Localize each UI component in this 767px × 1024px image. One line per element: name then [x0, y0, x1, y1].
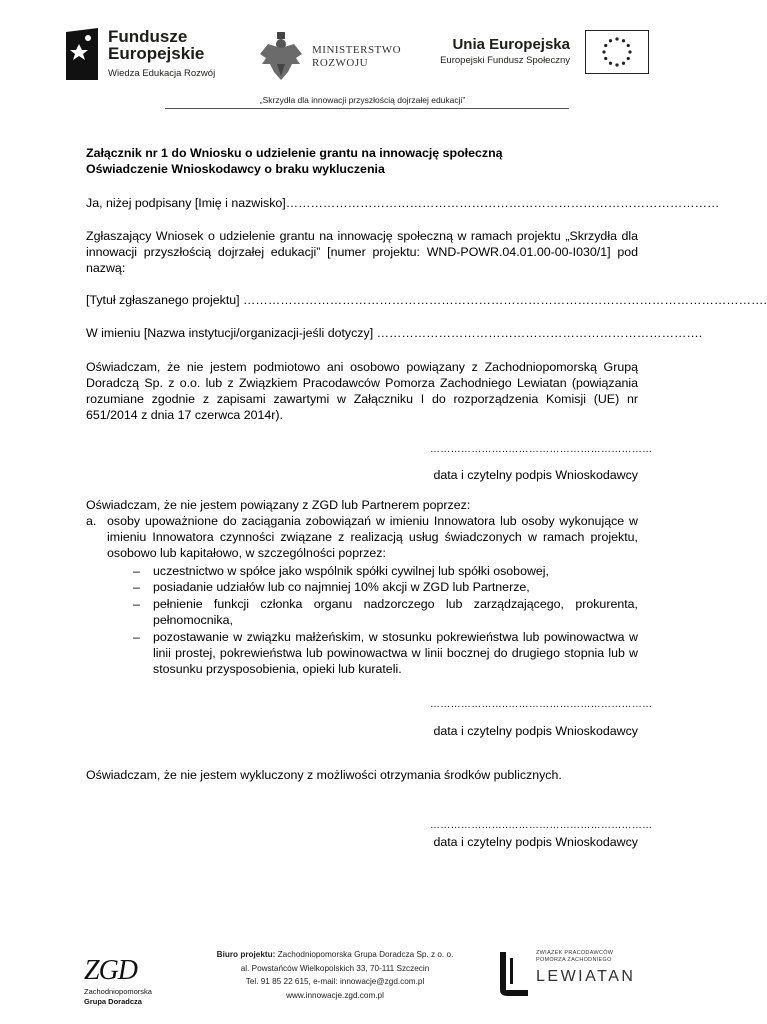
list-item-a-text: osoby upoważnione do zaciągania zobowiązań w imieniu Innowatora lub osoby wykonujące w imieniu Innowatora czynności związane z realizacją usług świadczonych w ramach projektu, osobowo lub kapitałowo, w szczególności poprzez:	[107, 514, 638, 560]
eu-flag-icon	[585, 30, 649, 74]
office-contact: Tel. 91 85 22 615, e-mail: innowacje@zgd.com.pl	[245, 977, 425, 986]
fe-logo-line3: Wiedza Edukacja Rozwój	[108, 68, 216, 79]
ministry-line2: ROZWOJU	[312, 57, 369, 69]
zgd-line2: Grupa Doradcza	[84, 997, 142, 1006]
header-divider	[165, 108, 569, 109]
eu-star-icon	[604, 57, 607, 60]
name-line: Ja, niżej podpisany [Imię i nazwisko]……………………………………………………………………………………………	[86, 196, 720, 210]
document-title-2: Oświadczenie Wnioskodawcy o braku wykluczenia	[86, 162, 385, 176]
fundusze-europejskie-logo	[66, 24, 236, 84]
list-marker-a: a.	[86, 514, 97, 528]
fe-logo-line2: Europejskie	[108, 44, 205, 63]
signature-dots-2: …………………..……………………………………	[430, 699, 653, 710]
declaration-1: Oświadczam, że nie jestem podmiotowo ani osobowo powiązany z Zachodniopomorską Grupą Doradczą Sp. z o.o. lub z Związkiem Pracodawców Pomorza Zachodniego Lewiatan (powiązania rozumiane zgodnie z zapisami zawartymi w Załączniku I do rozporządzenia Komisji (UE) nr 651/2014 z dnia 17 czerwca 2014r).	[86, 360, 638, 422]
institution-line: W imieniu [Nazwa instytucji/organizacji-jeśli dotyczy] …………………………………………………………………….	[86, 326, 703, 340]
eu-star-icon	[609, 39, 612, 42]
ue-line2: Europejski Fundusz Społeczny	[440, 55, 570, 66]
signature-label-2: data i czytelny podpis Wnioskodawcy	[433, 724, 638, 738]
sub-item-2: posiadanie udziałów lub co najmniej 10% akcji w ZGD lub Partnerze,	[153, 580, 530, 594]
dash-marker: –	[133, 580, 140, 594]
eu-star-icon	[628, 50, 631, 53]
eu-star-icon	[627, 44, 630, 47]
eu-star-icon	[622, 39, 625, 42]
signature-label-1: data i czytelny podpis Wnioskodawcy	[433, 468, 638, 482]
eu-star-icon	[615, 63, 618, 66]
eu-star-icon	[604, 44, 607, 47]
sub-item-1: uczestnictwo w spółce jako wspólnik spółki cywilnej lub spółki osobowej,	[153, 564, 549, 578]
eu-star-icon	[609, 62, 612, 65]
zgd-mark: ZGD	[84, 955, 138, 986]
fe-logo-line1: Fundusze	[108, 27, 188, 46]
zgd-logo	[80, 955, 160, 1005]
signature-dots-3: …………………..……………………………………	[430, 820, 653, 831]
lewiatan-mark-icon	[496, 952, 528, 996]
lewiatan-logo	[496, 948, 646, 1000]
office-name: Zachodniopomorska Grupa Doradcza Sp. z o. o.	[275, 950, 454, 959]
unia-europejska-label	[434, 36, 570, 66]
dash-marker: –	[133, 597, 140, 611]
signature-label-3: data i czytelny podpis Wnioskodawcy	[433, 835, 638, 849]
ministry-line1: MINISTERSTWO	[312, 44, 402, 56]
polish-eagle-icon	[258, 30, 304, 84]
office-address: al. Powstańców Wielkopolskich 33, 70-111 Szczecin	[240, 963, 430, 973]
fundusze-europejskie-mark-icon	[66, 28, 98, 80]
eu-star-icon	[602, 50, 605, 53]
project-tagline: „Skrzydła dla innowacji przyszłością dojrzałej edukacji”	[259, 95, 466, 105]
dash-marker: –	[133, 564, 140, 578]
lewiatan-small-1: ZWIĄZEK PRACODAWCÓW	[536, 950, 614, 956]
eu-star-icon	[627, 57, 630, 60]
declaration-3: Oświadczam, że nie jestem wykluczony z możliwości otrzymania środków publicznych.	[86, 768, 562, 782]
ministerstwo-rozwoju-logo	[258, 30, 408, 86]
footer-contact	[190, 948, 480, 1002]
signature-dots-1: …………………..……………………………………	[430, 444, 653, 455]
lewiatan-wordmark: LEWIATAN	[536, 968, 636, 985]
sub-item-4: pozostawanie w związku małżeńskim, w stosunku pokrewieństwa lub powinowactwa w linii prostej, pokrewieństwa lub powinowactwa w linii bocznej do drugiego stopnia lub w stosunku przysposobienia, opieki lub kurateli.	[153, 630, 638, 676]
intro-paragraph: Zgłaszający Wniosek o udzielenie grantu na innowację społeczną w ramach projektu „Skrzydła dla innowacji przyszłością dojrzałej edukacji” [numer projektu: WND-POWR.04.01.00-00-I030/1] pod nazwą:	[86, 229, 638, 275]
dash-marker: –	[133, 630, 140, 644]
office-website[interactable]: www.innowacje.zgd.com.pl	[286, 990, 384, 1000]
declaration-2: Oświadczam, że nie jestem powiązany z ZGD lub Partnerem poprzez:	[86, 498, 471, 512]
zgd-line1: Zachodniopomorska	[84, 987, 152, 996]
eu-star-icon	[622, 62, 625, 65]
sub-item-3: pełnienie funkcji członka organu nadzorczego lub zarządzającego, prokurenta, pełnomocnika,	[153, 597, 638, 627]
project-title-line: [Tytuł zgłaszanego projektu] ……………………………………………………………………………………………………………….	[86, 293, 767, 307]
document-title-1: Załącznik nr 1 do Wniosku o udzielenie grantu na innowację społeczną	[86, 146, 503, 160]
ue-line1: Unia Europejska	[452, 36, 570, 53]
lewiatan-small-2: POMORZA ZACHODNIEGO	[536, 957, 612, 963]
eu-star-icon	[615, 37, 618, 40]
office-label: Biuro projektu:	[216, 950, 276, 959]
